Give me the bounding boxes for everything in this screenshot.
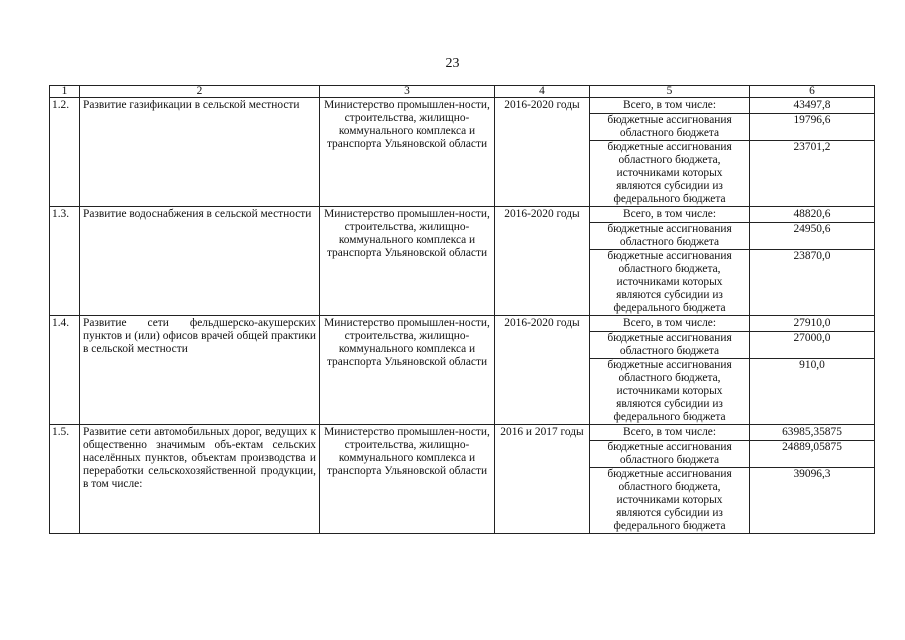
funding-value: 23870,0 bbox=[750, 250, 875, 316]
program-table bbox=[49, 85, 875, 534]
funding-value: 39096,3 bbox=[750, 468, 875, 534]
funding-value: 23701,2 bbox=[750, 141, 875, 207]
period-cell: 2016-2020 годы bbox=[495, 98, 590, 207]
header-row bbox=[50, 86, 875, 98]
funding-label: Всего, в том числе: bbox=[590, 98, 750, 114]
row-number: 1.5. bbox=[50, 425, 80, 534]
table-row bbox=[50, 316, 875, 332]
ministry-cell: Министерство промышлен-ности, строительства, жилищно-коммунального комплекса и транспорта Ульяновской области bbox=[320, 425, 495, 534]
funding-label: бюджетные ассигнования областного бюджета, источниками которых являются субсидии из федерального бюджета bbox=[590, 141, 750, 207]
period-cell: 2016 и 2017 годы bbox=[495, 425, 590, 534]
ministry-cell: Министерство промышлен-ности, строительства, жилищно-коммунального комплекса и транспорта Ульяновской области bbox=[320, 207, 495, 316]
funding-label: Всего, в том числе: bbox=[590, 425, 750, 441]
funding-value: 63985,35875 bbox=[750, 425, 875, 441]
funding-value: 24950,6 bbox=[750, 223, 875, 250]
row-number: 1.3. bbox=[50, 207, 80, 316]
funding-label: бюджетные ассигнования областного бюджета bbox=[590, 223, 750, 250]
activity-name: Развитие сети автомобильных дорог, ведущих к общественно значимым объ-ектам сельских населённых пунктов, объектам производства и переработки сельскохозяйственной продукции, в том числе: bbox=[80, 425, 320, 534]
row-number: 1.4. bbox=[50, 316, 80, 425]
period-cell: 2016-2020 годы bbox=[495, 316, 590, 425]
funding-value: 48820,6 bbox=[750, 207, 875, 223]
funding-label: бюджетные ассигнования областного бюджета, источниками которых являются субсидии из федерального бюджета bbox=[590, 468, 750, 534]
header-cell: 2 bbox=[80, 86, 320, 98]
page-number: 23 bbox=[445, 56, 460, 71]
activity-name: Развитие водоснабжения в сельской местности bbox=[80, 207, 320, 316]
funding-label: Всего, в том числе: bbox=[590, 316, 750, 332]
funding-label: бюджетные ассигнования областного бюджета bbox=[590, 114, 750, 141]
funding-value: 19796,6 bbox=[750, 114, 875, 141]
header-cell: 4 bbox=[495, 86, 590, 98]
funding-label: Всего, в том числе: bbox=[590, 207, 750, 223]
funding-value: 910,0 bbox=[750, 359, 875, 425]
header-cell: 5 bbox=[590, 86, 750, 98]
activity-name: Развитие сети фельдшерско-акушерских пунктов и (или) офисов врачей общей практики в сельской местности bbox=[80, 316, 320, 425]
funding-value: 27910,0 bbox=[750, 316, 875, 332]
funding-value: 43497,8 bbox=[750, 98, 875, 114]
funding-label: бюджетные ассигнования областного бюджета, источниками которых являются субсидии из федерального бюджета bbox=[590, 359, 750, 425]
table-row bbox=[50, 425, 875, 441]
header-cell: 1 bbox=[50, 86, 80, 98]
period-cell: 2016-2020 годы bbox=[495, 207, 590, 316]
funding-value: 24889,05875 bbox=[750, 441, 875, 468]
row-number: 1.2. bbox=[50, 98, 80, 207]
ministry-cell: Министерство промышлен-ности, строительства, жилищно-коммунального комплекса и транспорта Ульяновской области bbox=[320, 316, 495, 425]
ministry-cell: Министерство промышлен-ности, строительства, жилищно-коммунального комплекса и транспорта Ульяновской области bbox=[320, 98, 495, 207]
funding-value: 27000,0 bbox=[750, 332, 875, 359]
funding-label: бюджетные ассигнования областного бюджета bbox=[590, 441, 750, 468]
header-cell: 3 bbox=[320, 86, 495, 98]
funding-label: бюджетные ассигнования областного бюджета bbox=[590, 332, 750, 359]
funding-label: бюджетные ассигнования областного бюджета, источниками которых являются субсидии из федерального бюджета bbox=[590, 250, 750, 316]
table-row bbox=[50, 207, 875, 223]
activity-name: Развитие газификации в сельской местности bbox=[80, 98, 320, 207]
header-cell: 6 bbox=[750, 86, 875, 98]
table-row bbox=[50, 98, 875, 114]
